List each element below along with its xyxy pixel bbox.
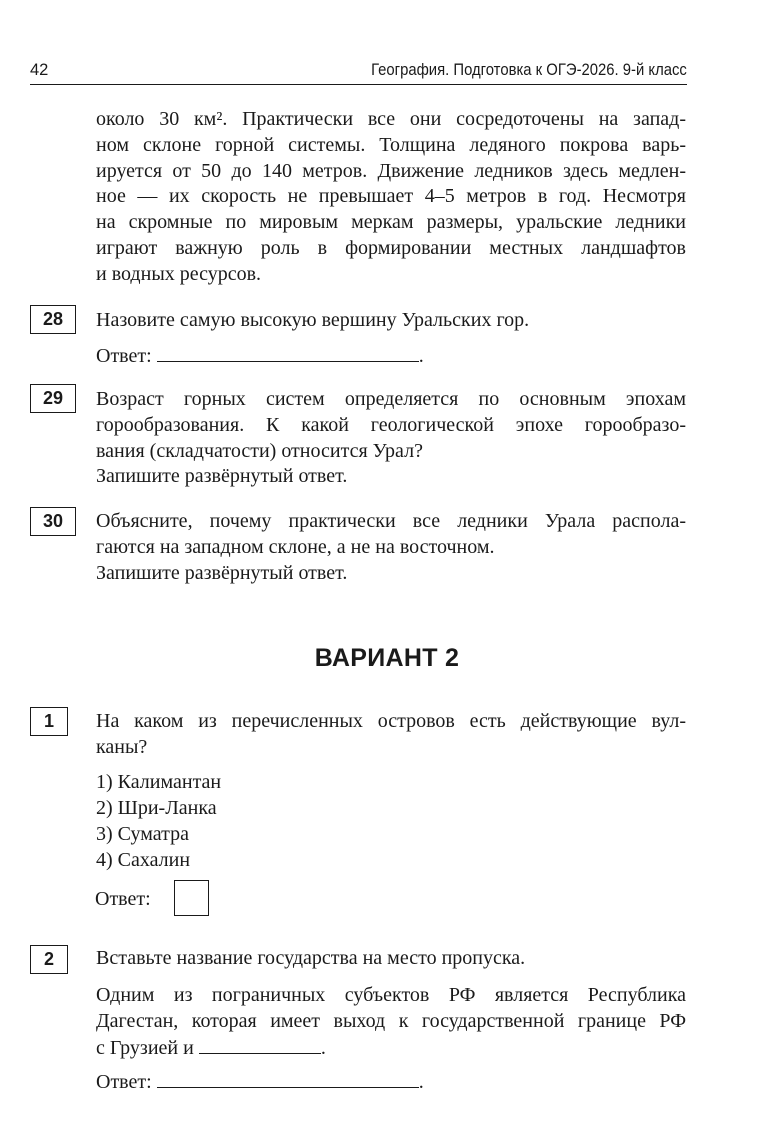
text-line: Дагестан, которая имеет выход к государственной границе РФ	[96, 1009, 686, 1032]
question-number-29: 29	[30, 384, 76, 413]
text-line: вания (складчатости) относится Урал?	[96, 439, 423, 462]
option-item: 3) Суматра	[96, 823, 189, 845]
question-30-text	[96, 509, 686, 586]
text-line: Одним из пограничных субъектов РФ является Республика	[96, 984, 686, 1006]
options-list	[96, 769, 221, 873]
intro-paragraph	[96, 107, 686, 288]
question-number-v2-2: 2	[30, 945, 68, 974]
option-item: 4) Сахалин	[96, 849, 191, 871]
answer-label-v2-1: Ответ:	[95, 888, 151, 910]
v2-question-2-text: Вставьте название государства на место пропуска.	[96, 947, 526, 969]
text-line: ном склоне горной системы. Толщина ледяного покрова варь-	[96, 133, 686, 156]
answer-box-v2-1[interactable]	[174, 880, 209, 916]
page-number: 42	[30, 61, 49, 79]
variant-heading: ВАРИАНТ 2	[314, 644, 460, 672]
gap-end: .	[320, 1036, 326, 1059]
text-line: На каком из перечисленных островов есть действующие вул-	[96, 710, 686, 732]
text-line: гаются на западном склоне, а не на восточном.	[96, 535, 495, 558]
text-line: каны?	[96, 735, 148, 758]
answer-row-28	[96, 343, 424, 368]
question-number-28: 28	[30, 305, 76, 334]
gap-blank[interactable]	[199, 1035, 321, 1054]
v2-question-2-statement	[96, 983, 686, 1061]
text-line: около 30 км². Практически все они сосредоточены на запад-	[96, 108, 686, 130]
question-29-text	[96, 387, 686, 490]
text-line: Запишите развёрнутый ответ.	[96, 561, 348, 584]
text-line: Запишите развёрнутый ответ.	[96, 465, 348, 488]
question-number-30: 30	[30, 507, 76, 536]
text-line	[96, 1035, 686, 1062]
question-28-text: Назовите самую высокую вершину Уральских гор.	[96, 309, 530, 331]
text-line: на скромные по мировым меркам размеры, уральские ледники	[96, 211, 686, 234]
text-line: и водных ресурсов.	[96, 262, 262, 285]
v2-question-1-text	[96, 709, 686, 761]
answer-label: Ответ:	[96, 1071, 152, 1093]
text-line: играют важную роль в формировании местных ландшафтов	[96, 236, 686, 259]
option-item: 2) Шри-Ланка	[96, 797, 217, 819]
text-line: Возраст горных систем определяется по основным эпохам	[96, 388, 686, 410]
text-line: ируется от 50 до 140 метров. Движение ледников здесь медлен-	[96, 159, 686, 182]
answer-field-28[interactable]	[157, 343, 419, 362]
question-number-v2-1: 1	[30, 707, 68, 736]
answer-label: Ответ:	[96, 345, 152, 367]
answer-row-v2-2	[96, 1069, 424, 1094]
page-header	[30, 58, 687, 85]
text-fragment: с Грузией и	[96, 1036, 194, 1059]
answer-field-v2-2[interactable]	[157, 1069, 419, 1088]
text-line: ное — их скорость не превышает 4–5 метров в год. Несмотря	[96, 185, 686, 208]
option-item: 1) Калимантан	[96, 771, 222, 793]
book-title: География. Подготовка к ОГЭ-2026. 9-й класс	[371, 61, 687, 79]
answer-end: .	[418, 1071, 424, 1093]
text-line: Объясните, почему практически все ледники Урала распола-	[96, 510, 686, 532]
answer-end: .	[418, 345, 424, 367]
text-line: горообразования. К какой геологической эпохе горообразо-	[96, 413, 686, 436]
